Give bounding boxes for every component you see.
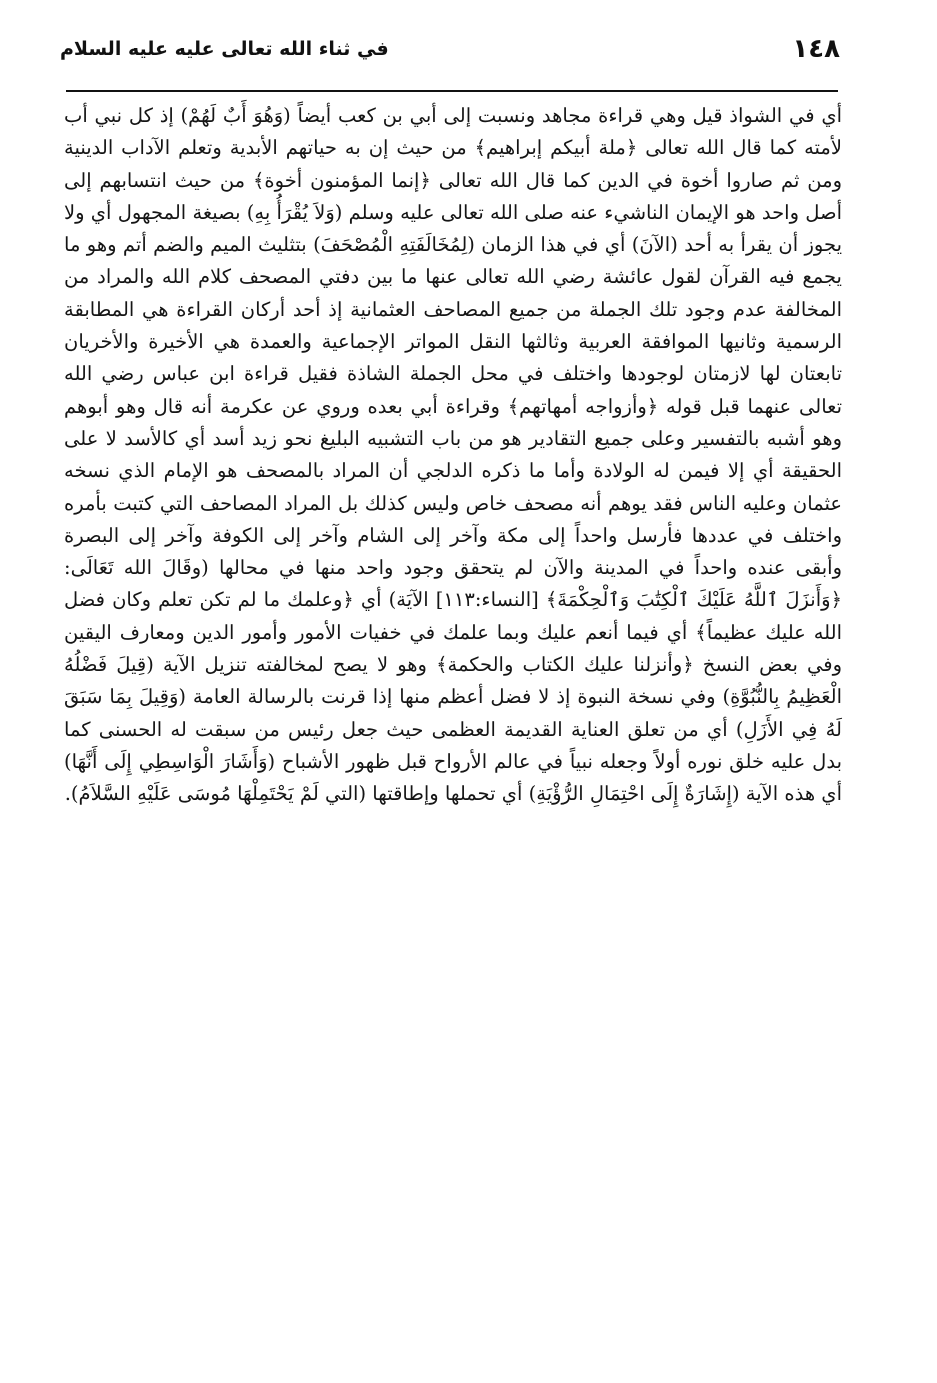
body-paragraph: أي في الشواذ قيل وهي قراءة مجاهد ونسبت إلى أبي بن كعب أيضاً (وَهُوَ أَبٌ لَهُمْ) إذ كل نبي أب لأمته كما قال الله تعالى ﴿ملة أبيكم إبراهيم﴾ من حيث إن به حياتهم الأبدية وتعلم الآداب الدينية ومن ثم صاروا أخوة في الدين كما قال الله تعالى ﴿إنما المؤمنون أخوة﴾ من حيث انتسابهم إلى أصل واحد هو الإيمان الناشيء عنه صلى الله تعالى عليه وسلم (وَلاَ يُقْرَأُ بِهِ) بصيغة المجهول أي ولا يجوز أن يقرأ به أحد (الآنَ) أي في هذا الزمان (لِمُخَالَفَتِهِ الْمُصْحَفَ) بتثليث الميم والضم أتم وهو ما يجمع فيه القرآن لقول عائشة رضي الله تعالى عنها ما بين دفتي المصحف كلام الله والمراد من المخالفة عدم وجود تلك الجملة من جميع المصاحف العثمانية إذ أحد أركان القراءة هي المطابقة الرسمية وثانيها الموافقة العربية وثالثها النقل المواتر الإجماعية والعمدة هي الأخيرة والأخريان تابعتان لها لازمتان لوجودها واختلف في محل الجملة الشاذة فقيل قراءة ابن عباس رضي الله تعالى عنهما قبل قوله ﴿وأزواجه أمهاتهم﴾ وقراءة أبي بعده وروي عن عكرمة أنه قال وهو أبوهم وهو أشبه بالتفسير وعلى جميع التقادير هو من باب التشبيه البليغ نحو زيد أسد أي كالأسد لا على الحقيقة أي إلا فيمن له الولادة وأما ما ذكره الدلجي أن المراد بالمصحف هو الإمام الذي نسخه عثمان وعليه الناس فقد يوهم أنه مصحف خاص وليس كذلك بل المراد المصاحف التي كتبت بأمره واختلف في عددها فأرسل واحداً إلى مكة وآخر إلى الشام وآخر إلى الكوفة وآخر إلى البصرة وأبقى عنده واحداً في المدينة والآن لم يتحقق وجود واحد منها في محالها (وقَالَ الله تَعَالَى: ﴿وَأَنزَلَ ٱللَّهُ عَلَيْكَ ٱلْكِتَٰبَ وَٱلْحِكْمَةَ﴾ [النساء:١١٣] الآيَة) أي ﴿وعلمك ما لم تكن تعلم وكان فضل الله عليك عظيماً﴾ أي فيما أنعم عليك وبما علمك في خفيات الأمور وأمور الدين ومعارف اليقين وفي بعض النسخ ﴿وأنزلنا عليك الكتاب والحكمة﴾ وهو لا يصح لمخالفته تنزيل الآية (قِيلَ فَضْلُهُ الْعَظِيمُ بِالنُّبُوَّةِ) وفي نسخة النبوة إذ لا فضل أعظم منها إذا قرنت بالرسالة العامة (وَقِيلَ بِمَا سَبَقَ لَهُ فِي الأَزَلِ) أي من تعلق العناية القديمة العظمى حيث جعل رئيس من سبقت له الحسنى كما بدل عليه خلق نوره أولاً وجعله نبياً في عالم الأرواح قبل ظهور الأشباح (وَأَشَارَ الْوَاسِطِي إِلَى أَنَّهَا) أي هذه الآية (إِشَارَةٌ إِلَى احْتِمَالِ الرُّؤْيَةِ) أي تحملها وإطاقتها (التي لَمْ يَحْتَمِلْهَا مُوسَى عَلَيْهِ السَّلاَمُ). [64, 104, 842, 806]
page-header [60, 30, 840, 78]
body-text [64, 100, 842, 811]
running-title: في ثناء الله تعالى عليه عليه السلام [60, 38, 389, 60]
header-divider [66, 90, 838, 92]
page-number: ١٤٨ [792, 34, 840, 64]
